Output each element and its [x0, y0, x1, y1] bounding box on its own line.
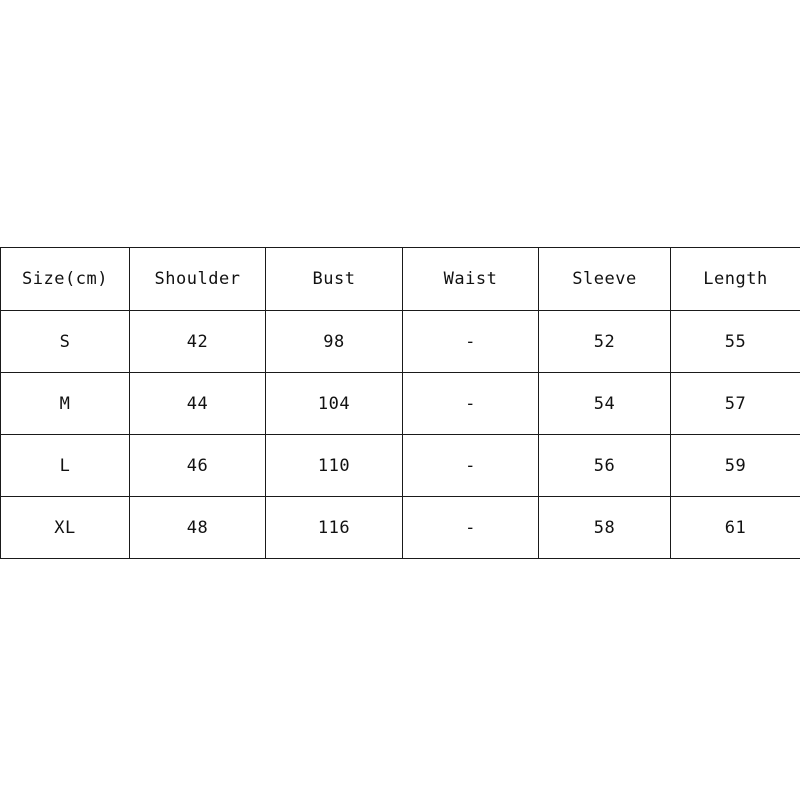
table-header-cell: Sleeve — [539, 248, 671, 311]
table-row — [1, 497, 800, 559]
table-cell-shoulder: 46 — [130, 435, 266, 497]
table-cell-waist: - — [403, 373, 539, 435]
size-chart-container — [0, 247, 800, 559]
table-cell-length: 55 — [671, 311, 800, 373]
table-cell-shoulder: 42 — [130, 311, 266, 373]
table-cell-sleeve: 52 — [539, 311, 671, 373]
table-cell-bust: 110 — [266, 435, 403, 497]
table-cell-sleeve: 54 — [539, 373, 671, 435]
size-chart-table — [0, 247, 800, 559]
table-cell-length: 59 — [671, 435, 800, 497]
table-row — [1, 435, 800, 497]
table-cell-bust: 104 — [266, 373, 403, 435]
table-cell-bust: 116 — [266, 497, 403, 559]
table-cell-size: L — [1, 435, 130, 497]
table-cell-length: 61 — [671, 497, 800, 559]
table-cell-waist: - — [403, 497, 539, 559]
table-cell-waist: - — [403, 311, 539, 373]
table-cell-bust: 98 — [266, 311, 403, 373]
table-cell-size: M — [1, 373, 130, 435]
table-row — [1, 311, 800, 373]
table-cell-waist: - — [403, 435, 539, 497]
table-row — [1, 373, 800, 435]
table-cell-size: S — [1, 311, 130, 373]
table-header-cell: Length — [671, 248, 800, 311]
table-header-cell: Size(cm) — [1, 248, 130, 311]
table-header-row — [1, 248, 800, 311]
table-cell-shoulder: 44 — [130, 373, 266, 435]
table-header-cell: Waist — [403, 248, 539, 311]
table-cell-sleeve: 58 — [539, 497, 671, 559]
table-cell-sleeve: 56 — [539, 435, 671, 497]
table-cell-size: XL — [1, 497, 130, 559]
table-cell-length: 57 — [671, 373, 800, 435]
table-header-cell: Shoulder — [130, 248, 266, 311]
table-header-cell: Bust — [266, 248, 403, 311]
table-cell-shoulder: 48 — [130, 497, 266, 559]
